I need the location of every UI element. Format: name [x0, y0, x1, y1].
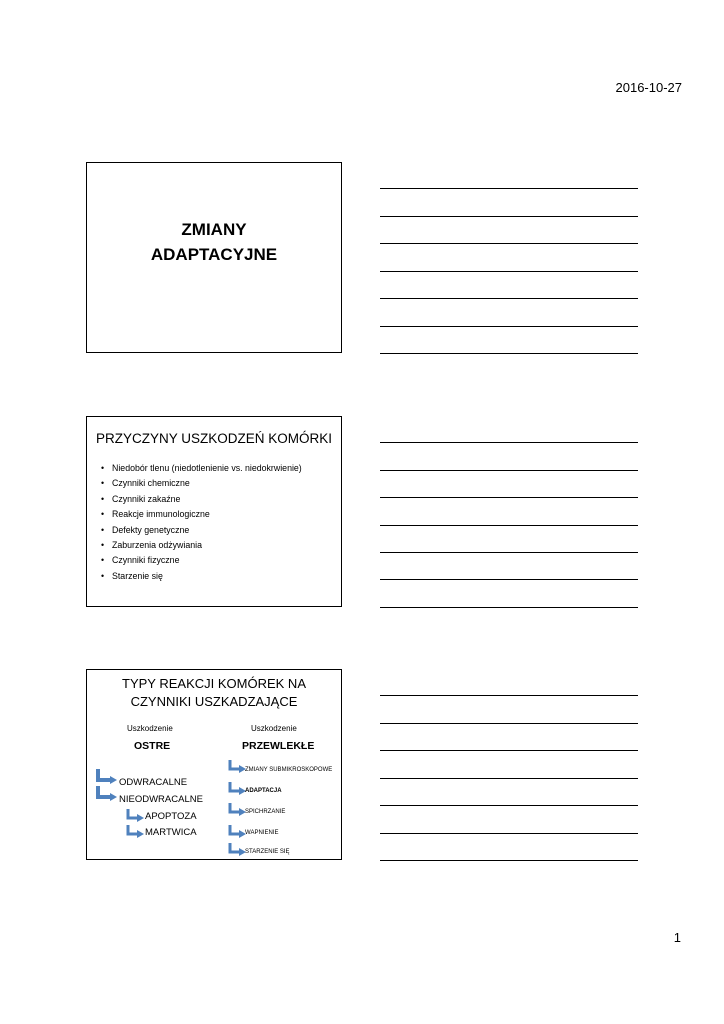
note-line [380, 695, 638, 696]
bullet-item: • Defekty genetyczne [101, 523, 302, 538]
bullet-item: • Starzenie się [101, 569, 302, 584]
note-line [380, 188, 638, 189]
chronic-item-storage: SPICHRZANIE [245, 809, 286, 815]
note-line [380, 750, 638, 751]
bullet-item: • Niedobór tlenu (niedotlenienie vs. niedokrwienie) [101, 461, 302, 476]
chronic-item-adaptation: ADAPTACJA [245, 788, 282, 794]
bullet-item: • Zaburzenia odżywiania [101, 538, 302, 553]
bullet-item: • Czynniki fizyczne [101, 553, 302, 568]
acute-item-necrosis: MARTWICA [145, 827, 197, 838]
note-line [380, 442, 638, 443]
elbow-arrow-icon [125, 824, 147, 840]
slide-1-title [87, 217, 341, 267]
note-line [380, 470, 638, 471]
slide-1-title-line1: ZMIANY [181, 220, 247, 239]
note-line [380, 723, 638, 724]
slide-3-heading-line2: CZYNNIKI USZKADZAJĄCE [130, 694, 298, 709]
print-date: 2016-10-27 [615, 80, 682, 95]
chronic-item-submicroscopic: ZMIANY SUBMIKROSKOPOWE [245, 767, 333, 773]
note-line [380, 326, 638, 327]
chronic-item-aging: STARZENIE SIĘ [245, 849, 290, 855]
causes-bullet-list [101, 461, 302, 584]
acute-label: Uszkodzenie [127, 724, 173, 733]
slide-3-thumbnail [86, 669, 342, 860]
slide-3-heading-line1: TYPY REAKCJI KOMÓREK NA [122, 676, 306, 691]
note-line [380, 243, 638, 244]
acute-item-apoptosis: APOPTOZA [145, 811, 197, 822]
slide-1-thumbnail [86, 162, 342, 353]
note-line [380, 833, 638, 834]
bullet-item: • Reakcje immunologiczne [101, 507, 302, 522]
chronic-item-calcification: WAPNIENIE [245, 830, 279, 836]
acute-category: OSTRE [134, 740, 171, 752]
note-line [380, 353, 638, 354]
note-line [380, 271, 638, 272]
acute-item-irreversible: NIEODWRACALNE [119, 794, 203, 805]
bullet-item: • Czynniki chemiczne [101, 476, 302, 491]
note-line [380, 805, 638, 806]
note-line [380, 860, 638, 861]
chronic-category: PRZEWLEKŁE [242, 740, 315, 752]
note-line [380, 525, 638, 526]
note-line [380, 579, 638, 580]
note-line [380, 298, 638, 299]
slide-2-thumbnail [86, 416, 342, 607]
note-line [380, 497, 638, 498]
note-line [380, 216, 638, 217]
elbow-arrow-icon [125, 808, 147, 824]
acute-item-reversible: ODWRACALNE [119, 777, 188, 788]
slide-2-heading: PRZYCZYNY USZKODZEŃ KOMÓRKI [95, 431, 333, 446]
slide-1-title-line2: ADAPTACYJNE [150, 245, 278, 264]
note-line [380, 607, 638, 608]
elbow-arrow-icon [95, 785, 121, 803]
elbow-arrow-icon [95, 768, 121, 786]
note-line [380, 778, 638, 779]
chronic-label: Uszkodzenie [251, 724, 297, 733]
slide-3-heading [87, 675, 341, 711]
bullet-item: • Czynniki zakaźne [101, 492, 302, 507]
note-line [380, 552, 638, 553]
page-number: 1 [673, 930, 681, 945]
